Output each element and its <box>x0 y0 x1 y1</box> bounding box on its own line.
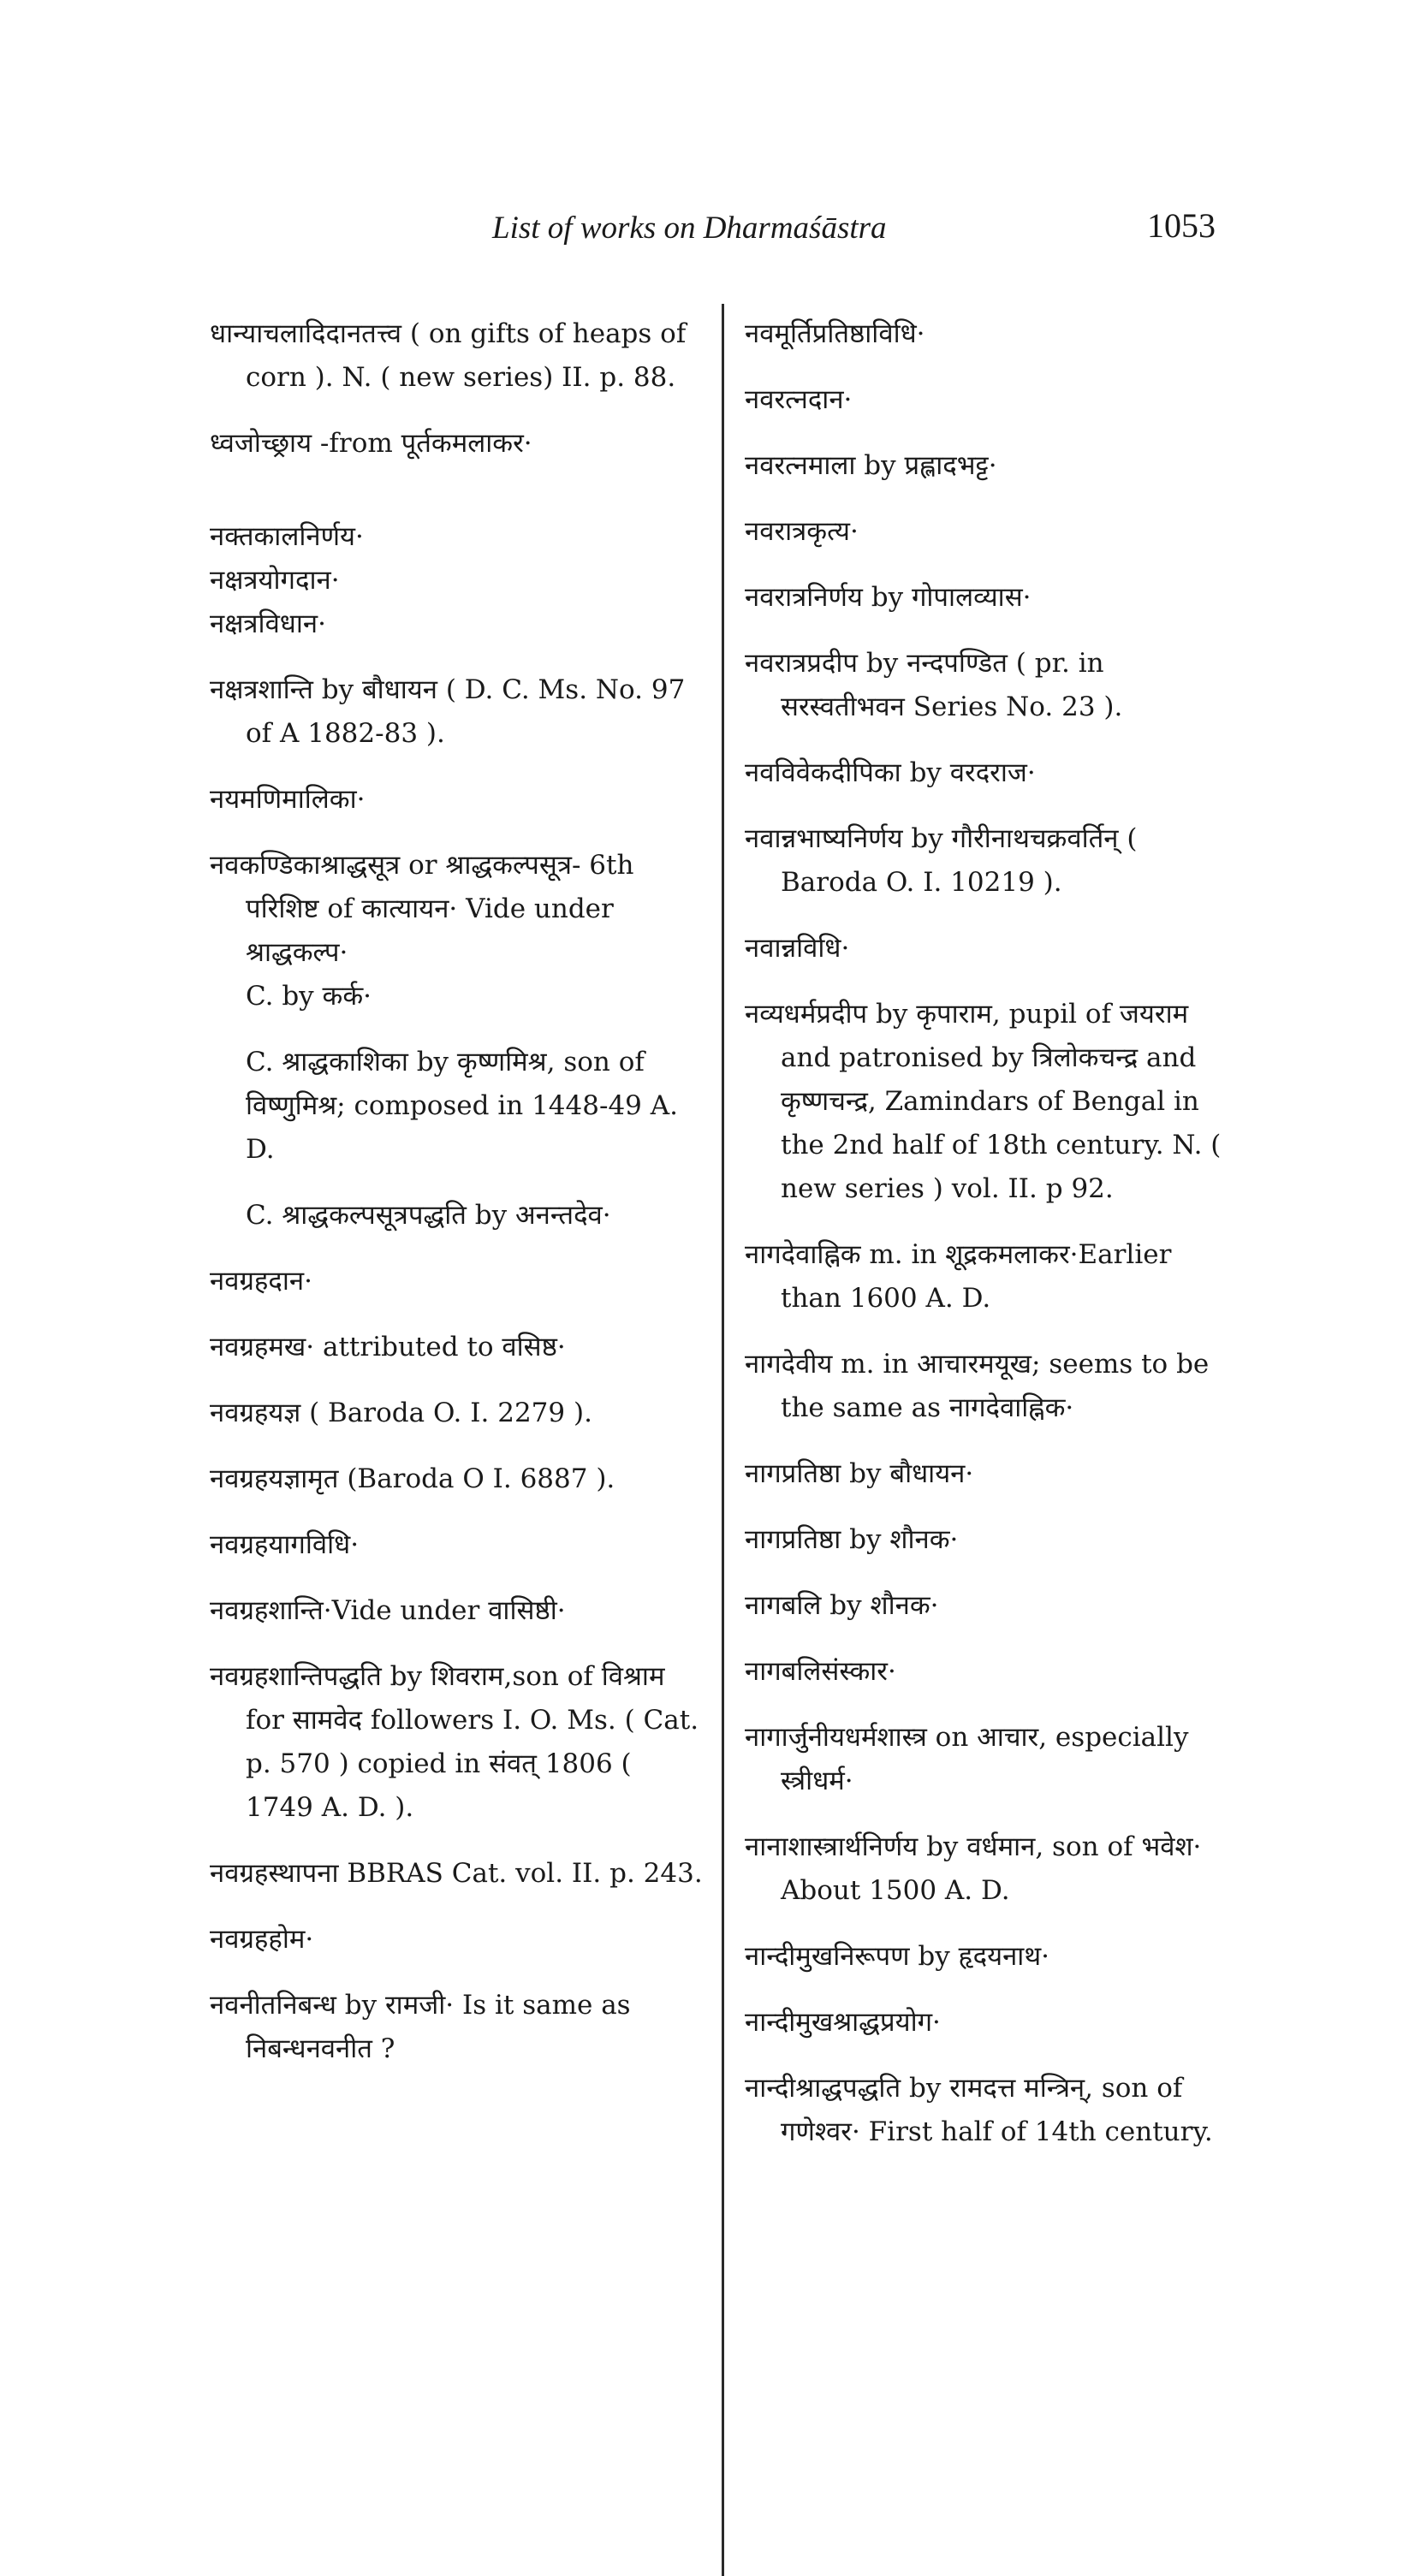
entry: नान्दीमुखनिरूपण by हृदयनाथ· <box>745 1941 1049 1972</box>
entry: नागप्रतिष्ठा by बौधायन· <box>745 1458 974 1489</box>
entry: नक्षत्रविधान· <box>210 608 326 639</box>
entry: नवरात्रकृत्य· <box>745 516 859 547</box>
entry: नवमूर्तिप्रतिष्ठाविधि· <box>745 318 925 349</box>
entry: C. by कर्क· <box>246 981 372 1012</box>
entry: धान्याचलादिदानतत्त्व ( on gifts of heaps of corn ). N. ( new series) II. p. 88. <box>210 318 687 393</box>
entry: नव्यधर्मप्रदीप by कृपाराम, pupil of जयराम and patronised by त्रिलोकचन्द्र and कृष्णचन्द्र, Zamindars of Bengal in the 2nd half of 18th century. N. ( new series ) vol. II. p 92. <box>745 999 1222 1204</box>
entry: नानाशास्त्रार्थनिर्णय by वर्धमान, son of भवेश· About 1500 A. D. <box>745 1831 1202 1906</box>
entry: नवग्रहहोम· <box>210 1924 314 1955</box>
entry: नक्तकालनिर्णय· <box>210 521 364 552</box>
entry: नवग्रहयज्ञामृत (Baroda O I. 6887 ). <box>210 1463 615 1494</box>
entry: नवग्रहमख· attributed to वसिष्ठ· <box>210 1332 566 1362</box>
running-title: List of works on Dharmaśāstra <box>492 211 887 246</box>
entry: नवग्रहस्थापना BBRAS Cat. vol. II. p. 243. <box>210 1858 703 1889</box>
entry: नागबलिसंस्कार· <box>745 1656 896 1687</box>
entry: नवग्रहयागविधि· <box>210 1529 360 1560</box>
entry: नयमणिमालिका· <box>210 784 366 815</box>
entry: नवग्रहशान्ति·Vide under वासिष्ठी· <box>210 1595 566 1626</box>
page-number: 1053 <box>1147 206 1216 245</box>
entry: नवग्रहदान· <box>210 1266 312 1297</box>
entry: नान्दीश्राद्धपद्धति by रामदत्त मन्त्रिन्, son of गणेश्वर· First half of 14th century. <box>745 2073 1213 2147</box>
entry: नवग्रहशान्तिपद्धति by शिवराम,son of विश्राम for सामवेद followers I. O. Ms. ( Cat. p. 570 ) copied in संवत् 1806 ( 1749 A. D. ). <box>210 1661 699 1823</box>
entry: नक्षत्रयोगदान· <box>210 565 340 596</box>
entry: नवरत्नमाला by प्रह्लादभट्ट· <box>745 450 997 481</box>
entry: नवरत्नदान· <box>745 384 853 415</box>
entry: नवनीतनिबन्ध by रामजी· Is it same as निबन्धनवनीत ? <box>210 1990 631 2064</box>
entry: नागदेवाह्निक m. in शूद्रकमलाकर·Earlier than 1600 A. D. <box>745 1239 1172 1314</box>
left-column <box>210 312 706 2093</box>
right-column <box>745 312 1224 2176</box>
entry: नक्षत्रशान्ति by बौधायन ( D. C. Ms. No. 97 of A 1882-83 ). <box>210 674 686 749</box>
entry: नवान्नभाष्यनिर्णय by गौरीनाथचक्रवर्तिन् ( Baroda O. I. 10219 ). <box>745 823 1138 898</box>
entry: नवकण्डिकाश्राद्धसूत्र or श्राद्धकल्पसूत्र- 6th परिशिष्ट of कात्यायन· Vide under श्राद्धकल्प· <box>210 850 634 968</box>
entry: नागबलि by शौनक· <box>745 1590 939 1621</box>
entry: नागार्जुनीयधर्मशास्त्र on आचार, especially स्त्रीधर्म· <box>745 1722 1189 1796</box>
entry: C. श्राद्धकाशिका by कृष्णमिश्र, son of विष्णुमिश्र; composed in 1448-49 A. D. <box>246 1047 678 1165</box>
entry: नवरात्रप्रदीप by नन्दपण्डित ( pr. in सरस्वतीभवन Series No. 23 ). <box>745 648 1123 722</box>
column-divider <box>722 304 724 2576</box>
entry: ध्वजोच्छ्राय -from पूर्तकमलाकर· <box>210 428 532 459</box>
entry: नवान्नविधि· <box>745 933 850 964</box>
entry: नागप्रतिष्ठा by शौनक· <box>745 1524 959 1555</box>
entry: नवविवेकदीपिका by वरदराज· <box>745 757 1036 788</box>
entry: नवरात्रनिर्णय by गोपालव्यास· <box>745 582 1032 613</box>
entry: नान्दीमुखश्राद्धप्रयोग· <box>745 2007 941 2038</box>
entry: C. श्राद्धकल्पसूत्रपद्धति by अनन्तदेव· <box>246 1200 611 1231</box>
entry: नागदेवीय m. in आचारमयूख; seems to be the same as नागदेवाह्निक· <box>745 1349 1210 1423</box>
entry: नवग्रहयज्ञ ( Baroda O. I. 2279 ). <box>210 1398 592 1428</box>
